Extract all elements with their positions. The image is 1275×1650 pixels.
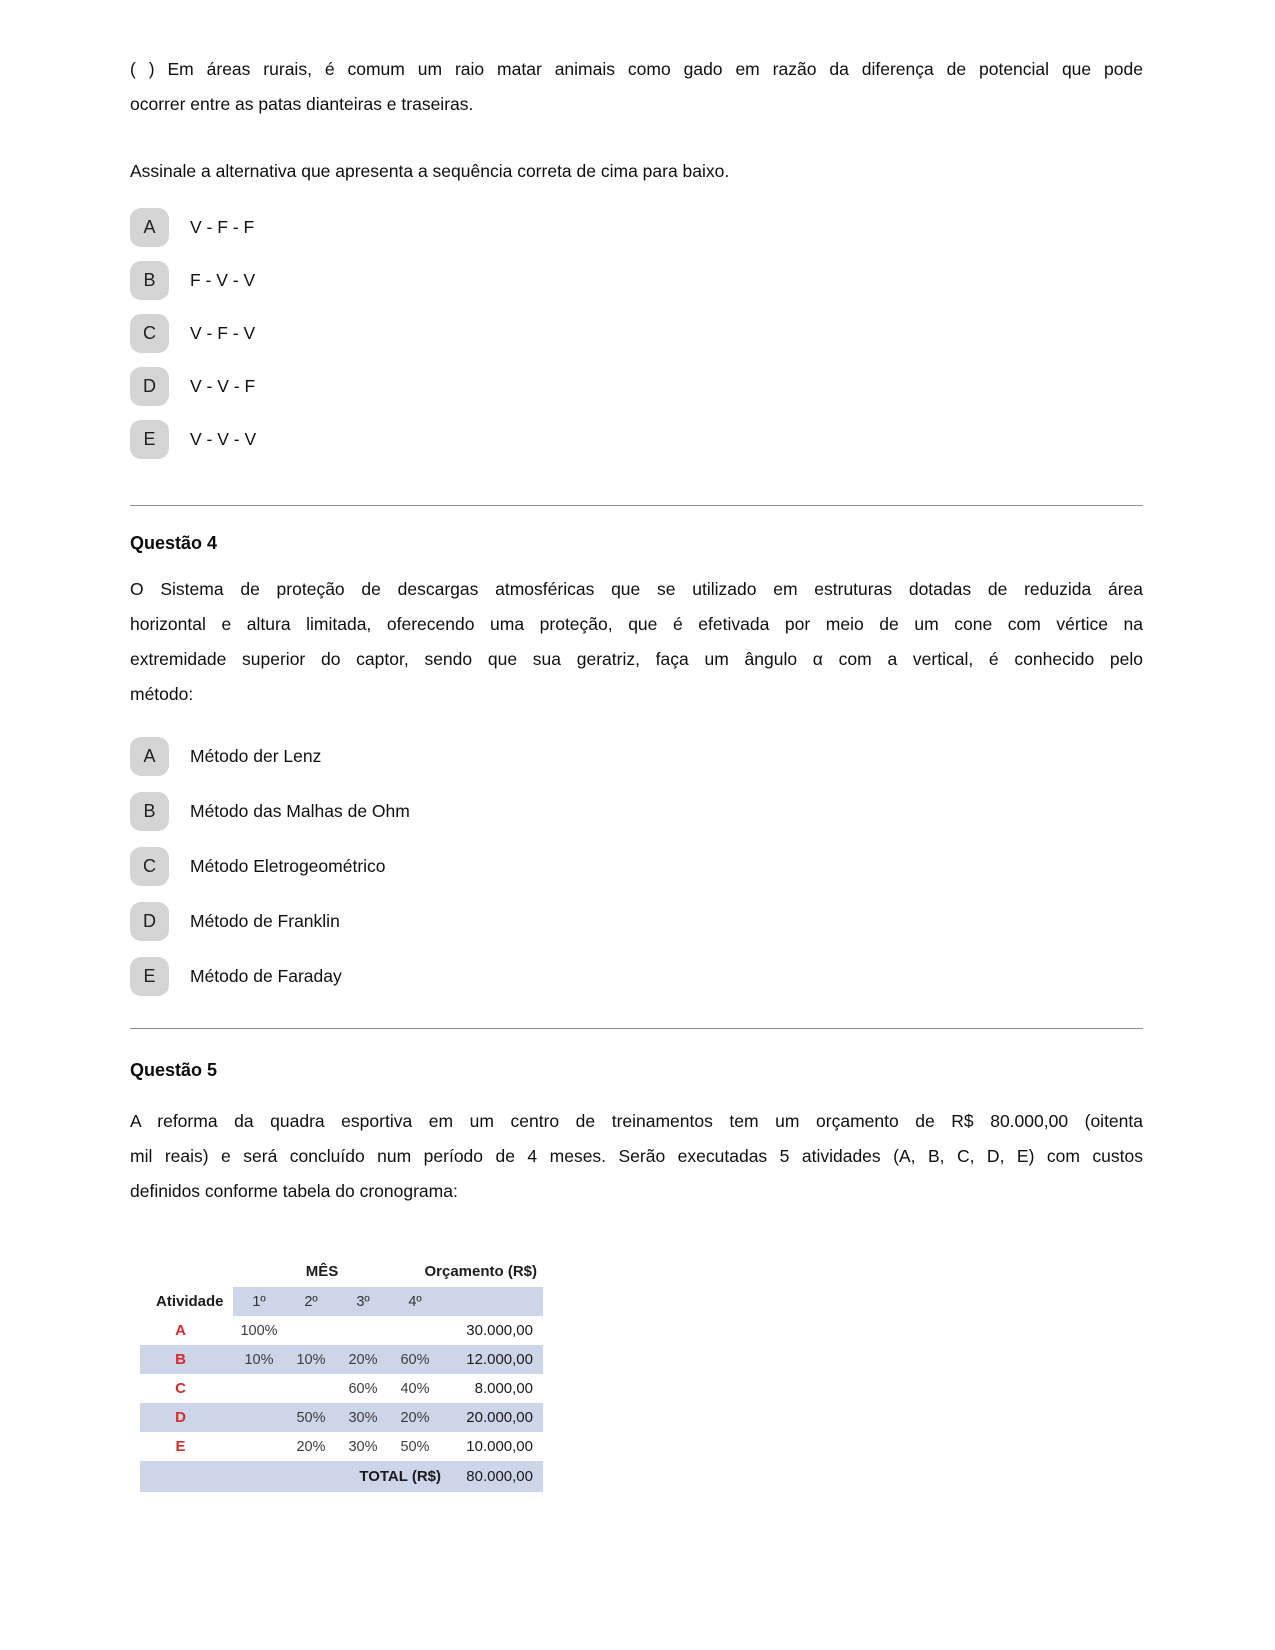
budget-cell: 30.000,00 (466, 1322, 533, 1339)
option-letter-badge: C (130, 314, 169, 353)
table-header-row (140, 1287, 543, 1316)
month-cell: 50% (400, 1438, 430, 1455)
budget-column-header: Orçamento (R$) (424, 1263, 537, 1280)
table-total-row (140, 1461, 543, 1492)
paragraph-line: extremidade superior do captor, sendo que sua geratriz, faça um ângulo α com a vertical, é conhecido pelo (130, 649, 1143, 669)
paragraph-line: definidos conforme tabela do cronograma: (130, 1181, 458, 1201)
paragraph-line: O Sistema de proteção de descargas atmosféricas que se utilizado em estruturas dotadas de reduzida área (130, 579, 1143, 599)
month-cell: 50% (296, 1409, 326, 1426)
paragraph-line: mil reais) e será concluído num período de 4 meses. Serão executadas 5 atividades (A, B, C, D, E) com custos (130, 1146, 1143, 1166)
month-cell: 20% (296, 1438, 326, 1455)
budget-cell: 8.000,00 (474, 1380, 533, 1397)
question-4-options-list (130, 737, 1143, 1012)
section-divider (130, 505, 1143, 506)
option-label: Método der Lenz (190, 746, 322, 766)
paragraph-line: ( ) Em áreas rurais, é comum um raio matar animais como gado em razão da diferença de potencial que pode (130, 59, 1143, 79)
option-row-a[interactable] (130, 737, 1143, 776)
section-divider (130, 1028, 1143, 1029)
table-row (140, 1374, 543, 1403)
month-header: 2º (304, 1293, 318, 1310)
budget-cell: 20.000,00 (466, 1409, 533, 1426)
month-cell: 10% (244, 1351, 274, 1368)
option-letter-badge: E (130, 957, 169, 996)
total-label: TOTAL (R$) (359, 1468, 441, 1485)
activity-letter: E (175, 1438, 186, 1455)
option-row-a[interactable] (130, 208, 1143, 247)
option-label: V - V - F (190, 376, 256, 396)
option-row-d[interactable] (130, 367, 1143, 406)
month-group-header: MÊS (305, 1263, 339, 1280)
month-cell: 100% (240, 1322, 278, 1339)
option-letter-badge: E (130, 420, 169, 459)
option-label: V - F - V (190, 323, 256, 343)
option-row-e[interactable] (130, 420, 1143, 459)
option-row-c[interactable] (130, 847, 1143, 886)
option-letter-badge: D (130, 902, 169, 941)
table-row (140, 1403, 543, 1432)
option-row-b[interactable] (130, 261, 1143, 300)
option-letter-badge: B (130, 261, 169, 300)
month-cell: 60% (400, 1351, 430, 1368)
option-row-c[interactable] (130, 314, 1143, 353)
month-cell: 20% (400, 1409, 430, 1426)
paragraph-line: Assinale a alternativa que apresenta a sequência correta de cima para baixo. (130, 161, 730, 181)
activity-letter: D (175, 1409, 186, 1426)
option-label: Método Eletrogeométrico (190, 856, 386, 876)
option-label: V - F - F (190, 217, 255, 237)
option-row-b[interactable] (130, 792, 1143, 831)
month-cell: 30% (348, 1438, 378, 1455)
paragraph-line: método: (130, 684, 194, 704)
total-value: 80.000,00 (466, 1468, 533, 1485)
activity-column-header: Atividade (156, 1293, 224, 1310)
activity-letter: B (175, 1351, 186, 1368)
option-label: V - V - V (190, 429, 257, 449)
option-label: Método de Faraday (190, 966, 342, 986)
table-group-header (140, 1257, 543, 1287)
question-4-text (130, 572, 1143, 712)
month-cell: 30% (348, 1409, 378, 1426)
option-row-e[interactable] (130, 957, 1143, 996)
option-letter-badge: B (130, 792, 169, 831)
question-5-title: Questão 5 (130, 1060, 218, 1080)
intro-statement (130, 52, 1143, 122)
option-letter-badge: C (130, 847, 169, 886)
paragraph-line: A reforma da quadra esportiva em um centro de treinamentos tem um orçamento de R$ 80.000,00 (oitenta (130, 1111, 1143, 1131)
question-5-text (130, 1104, 1143, 1209)
option-label: F - V - V (190, 270, 256, 290)
option-row-d[interactable] (130, 902, 1143, 941)
option-label: Método das Malhas de Ohm (190, 801, 410, 821)
month-header: 1º (252, 1293, 266, 1310)
option-letter-badge: D (130, 367, 169, 406)
month-header: 4º (408, 1293, 422, 1310)
table-row (140, 1345, 543, 1374)
paragraph-line: horizontal e altura limitada, oferecendo uma proteção, que é efetivada por meio de um cone com vértice na (130, 614, 1143, 634)
paragraph-line: ocorrer entre as patas dianteiras e traseiras. (130, 94, 474, 114)
month-cell: 40% (400, 1380, 430, 1397)
month-header: 3º (356, 1293, 370, 1310)
budget-cell: 10.000,00 (466, 1438, 533, 1455)
month-cell: 10% (296, 1351, 326, 1368)
month-cell: 20% (348, 1351, 378, 1368)
intro-prompt (130, 154, 1143, 189)
option-label: Método de Franklin (190, 911, 340, 931)
month-cell: 60% (348, 1380, 378, 1397)
table-row (140, 1432, 543, 1461)
budget-cell: 12.000,00 (466, 1351, 533, 1368)
activity-letter: C (175, 1380, 186, 1397)
option-letter-badge: A (130, 208, 169, 247)
question-4-title: Questão 4 (130, 533, 218, 553)
cronograma-table (140, 1257, 543, 1492)
activity-letter: A (175, 1322, 186, 1339)
table-row (140, 1316, 543, 1345)
intro-options-list (130, 208, 1143, 473)
option-letter-badge: A (130, 737, 169, 776)
